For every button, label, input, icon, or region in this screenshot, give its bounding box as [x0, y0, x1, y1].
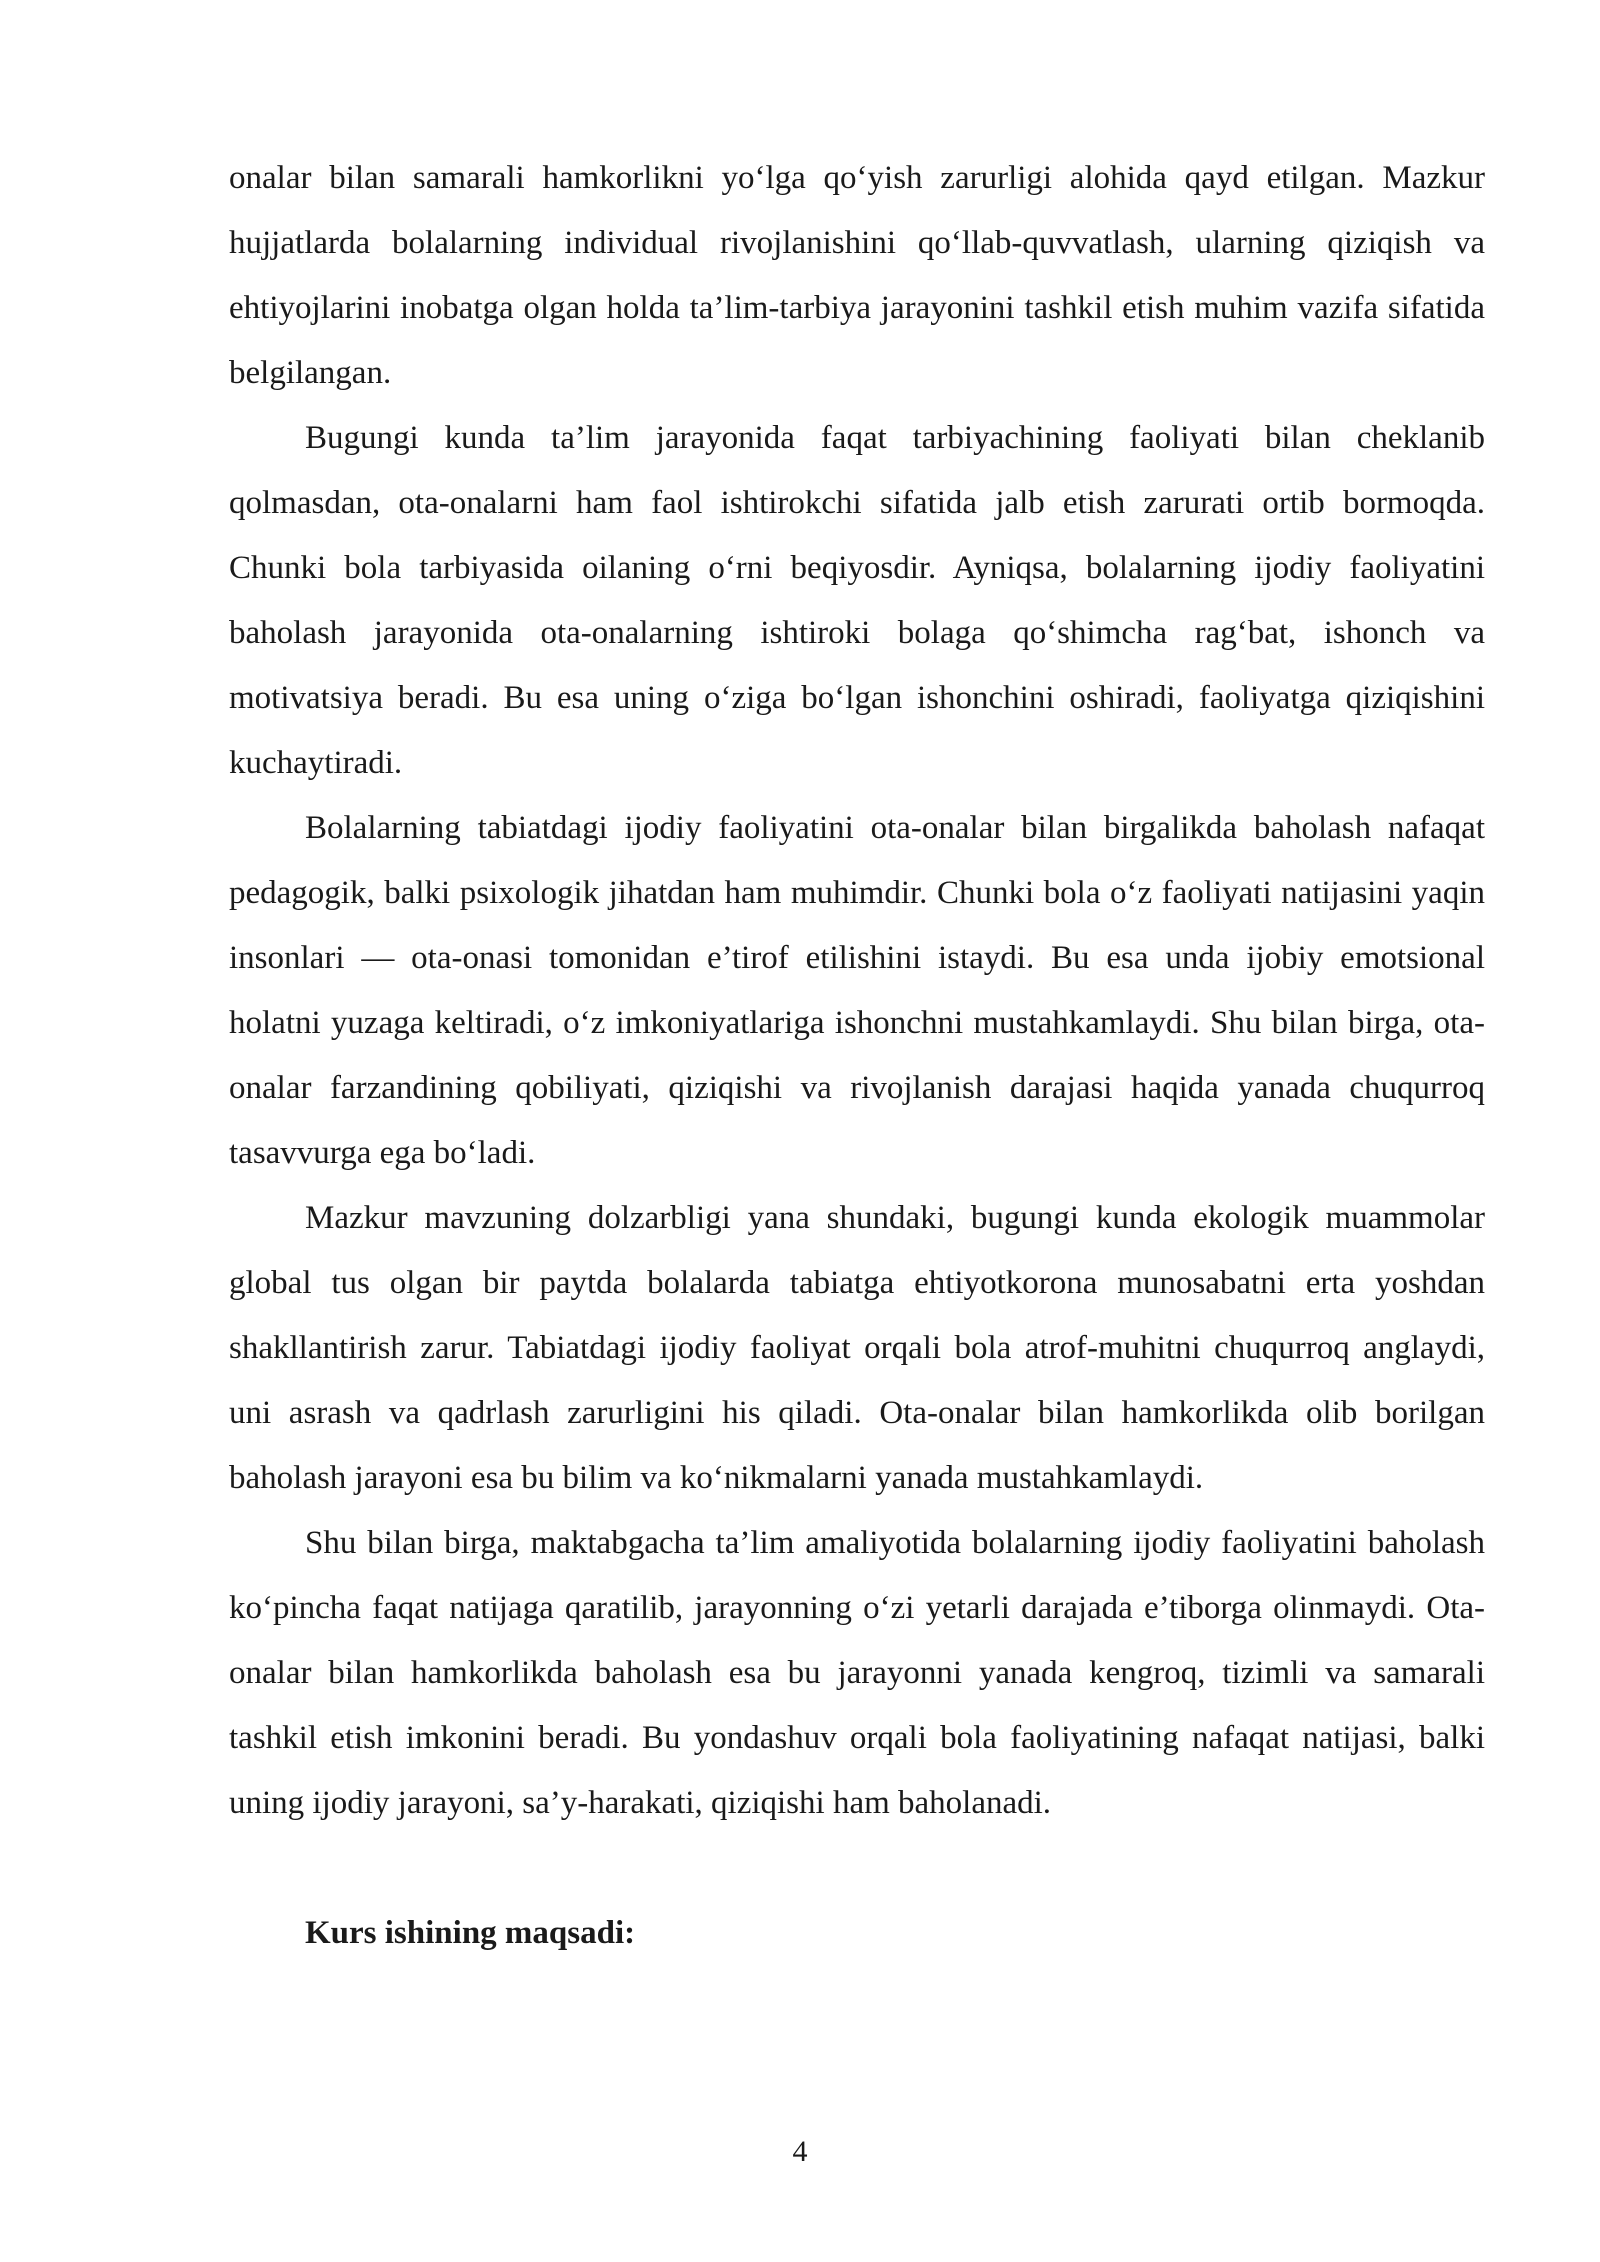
paragraph: Shu bilan birga, maktabgacha ta’lim amaliyotida bolalarning ijodiy faoliyatini baholash ko‘pincha faqat natijaga qaratilib, jarayonning o‘zi yetarli darajada e’tiborga olinmaydi. Ota-onalar bilan hamkorlikda baholash esa bu jarayonni yanada kengroq, tizimli va samarali tashkil etish imkonini beradi. Bu yondashuv orqali bola faoliyatining nafaqat natijasi, balki uning ijodiy jarayoni, sa’y-harakati, qiziqishi ham baholanadi.: [229, 1525, 1485, 1821]
paragraph: Bugungi kunda ta’lim jarayonida faqat tarbiyachining faoliyati bilan cheklanib qolmasdan, ota-onalarni ham faol ishtirokchi sifatida jalb etish zarurati ortib bormoqda. Chunki bola tarbiyasida oilaning o‘rni beqiyosdir. Ayniqsa, bolalarning ijodiy faoliyatini baholash jarayonida ota-onalarning ishtiroki bolaga qo‘shimcha rag‘bat, ishonch va motivatsiya beradi. Bu esa uning o‘ziga bo‘lgan ishonchini oshiradi, faoliyatga qiziqishini kuchaytiradi.: [229, 420, 1485, 781]
paragraph-continuation: onalar bilan samarali hamkorlikni yo‘lga qo‘yish zarurligi alohida qayd etilgan. Mazkur hujjatlarda bolalarning individual rivojlanishini qo‘llab-quvvatlash, ularning qiziqish va ehtiyojlarini inobatga olgan holda ta’lim-tarbiya jarayonini tashkil etish muhim vazifa sifatida belgilangan.: [229, 160, 1485, 391]
section-heading: Kurs ishining maqsadi:: [305, 1915, 636, 1951]
page-number: 4: [792, 2135, 808, 2168]
paragraph: Mazkur mavzuning dolzarbligi yana shundaki, bugungi kunda ekologik muammolar global tus olgan bir paytda bolalarda tabiatga ehtiyotkorona munosabatni erta yoshdan shakllantirish zarur. Tabiatdagi ijodiy faoliyat orqali bola atrof-muhitni chuqurroq anglaydi, uni asrash va qadrlash zarurligini his qiladi. Ota-onalar bilan hamkorlikda olib borilgan baholash jarayoni esa bu bilim va ko‘nikmalarni yanada mustahkamlaydi.: [229, 1200, 1485, 1496]
paragraph: Bolalarning tabiatdagi ijodiy faoliyatini ota-onalar bilan birgalikda baholash nafaqat pedagogik, balki psixologik jihatdan ham muhimdir. Chunki bola o‘z faoliyati natijasini yaqin insonlari — ota-onasi tomonidan e’tirof etilishini istaydi. Bu esa unda ijobiy emotsional holatni yuzaga keltiradi, o‘z imkoniyatlariga ishonchni mustahkamlaydi. Shu bilan birga, ota-onalar farzandining qobiliyati, qiziqishi va rivojlanish darajasi haqida yanada chuqurroq tasavvurga ega bo‘ladi.: [229, 810, 1485, 1171]
page-body: [229, 146, 1485, 1966]
